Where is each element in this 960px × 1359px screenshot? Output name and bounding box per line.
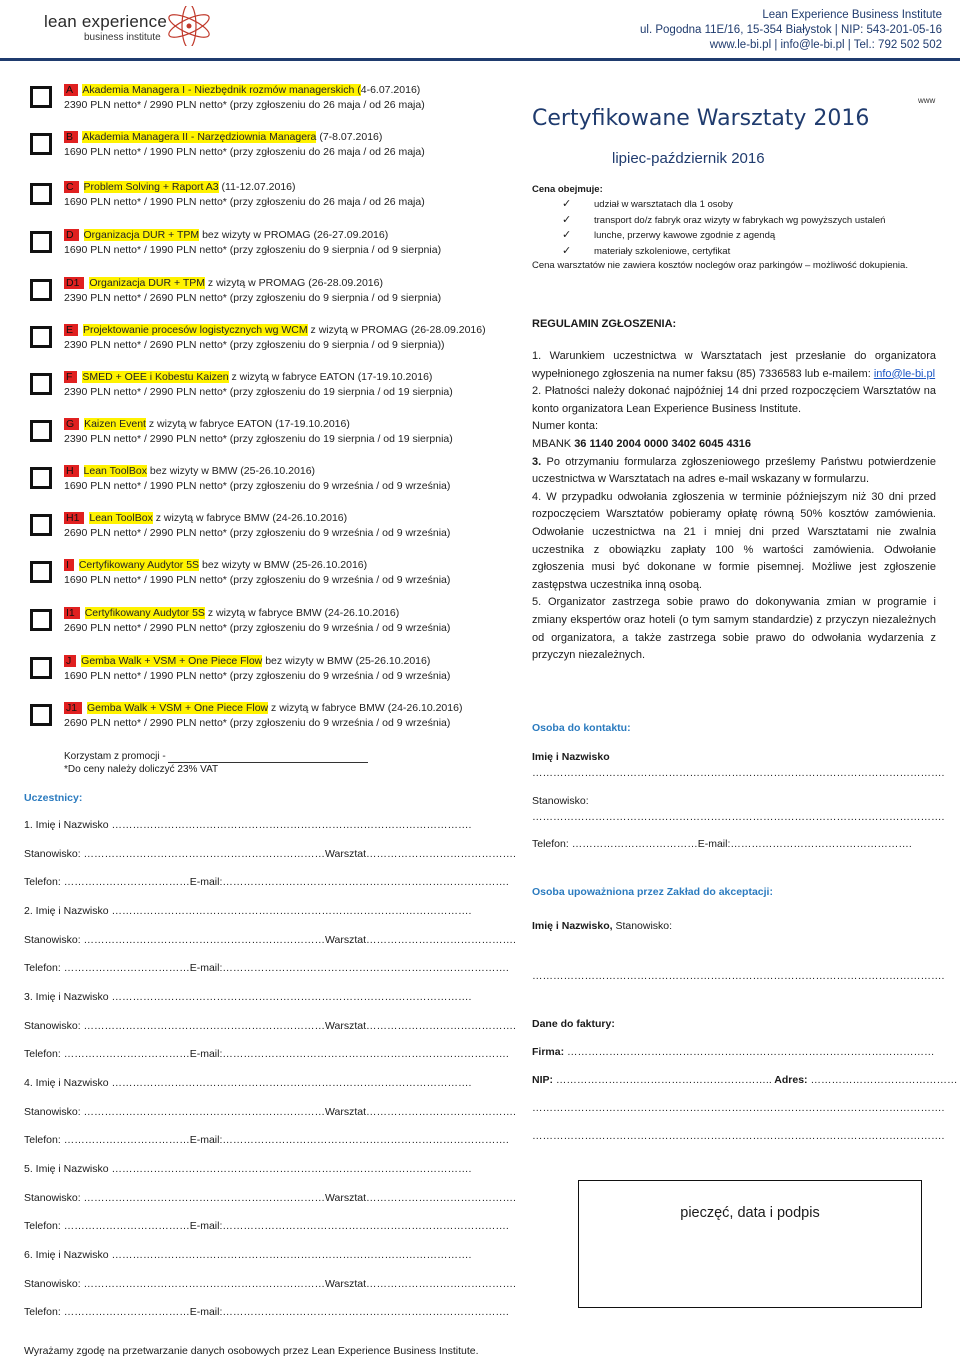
price-include-item: ✓ udział w warsztatach dla 1 osoby — [562, 198, 733, 210]
course-price: 2690 PLN netto* / 2990 PLN netto* (przy zgłoszeniu do 9 września / od 9 września) — [64, 527, 451, 539]
course-code: E — [64, 324, 78, 336]
course-item — [30, 181, 510, 221]
participant-name-field[interactable]: 6. Imię i Nazwisko …………………………………………………………………………………………. — [24, 1249, 472, 1261]
participant-position-field[interactable]: Stanowisko: ……………………………………………………………Warsztat……………………………………. — [24, 1191, 516, 1204]
participant-name-field[interactable]: 3. Imię i Nazwisko …………………………………………………………………………………………. — [24, 991, 472, 1003]
course-tail: z wizytą w fabryce BMW (24-26.10.2016) — [268, 702, 463, 714]
course-item — [30, 607, 510, 647]
contact-person-title: Osoba do kontaktu: — [532, 722, 631, 734]
course-checkbox[interactable] — [30, 231, 52, 253]
course-price: 2390 PLN netto* / 2690 PLN netto* (przy zgłoszeniu do 9 sierpnia / od 9 sierpnia) — [64, 292, 442, 304]
participant-position-field[interactable]: Stanowisko: ……………………………………………………………Warsztat……………………………………. — [24, 933, 516, 946]
participant-position-field[interactable]: Stanowisko: ……………………………………………………………Warsztat……………………………………. — [24, 847, 516, 860]
course-tail: z wizytą w fabryce BMW (24-26.10.2016) — [152, 512, 348, 524]
invoice-firm-field: Firma: …………………………………………………………………………………………… — [532, 1046, 935, 1058]
course-code: H1 — [64, 512, 84, 524]
price-include-item: ✓ materiały szkoleniowe, certyfikat — [562, 244, 731, 257]
participant-phone-field[interactable]: Telefon: ………………………………E-mail:………………………………………………………………………. — [24, 1048, 509, 1060]
participants-title: Uczestnicy: — [24, 792, 83, 804]
course-checkbox[interactable] — [30, 609, 52, 631]
course-item — [30, 418, 510, 458]
course-item — [30, 655, 510, 695]
course-checkbox[interactable] — [30, 86, 52, 108]
email-link[interactable]: info@le-bi.pl — [873, 367, 936, 380]
course-title: Gemba Walk + VSM + One Piece Flow — [81, 655, 263, 667]
account-label: Numer konta: — [532, 420, 599, 433]
course-title: Lean ToolBox — [89, 512, 153, 524]
course-checkbox[interactable] — [30, 326, 52, 348]
approver-field[interactable]: ………………………………………………………………………………………………………. — [532, 970, 945, 982]
participant-phone-field[interactable]: Telefon: ………………………………E-mail:………………………………………………………………………. — [24, 876, 509, 888]
course-tail: z wizytą w fabryce EATON (17-19.10.2016) — [145, 418, 350, 430]
participant-block — [24, 819, 516, 905]
participant-block — [24, 1163, 516, 1249]
logo-sub-text: business institute — [84, 32, 161, 43]
course-price: 2690 PLN netto* / 2990 PLN netto* (przy zgłoszeniu do 9 września / od 9 września) — [64, 717, 451, 729]
course-item — [30, 702, 510, 742]
course-checkbox[interactable] — [30, 183, 52, 205]
course-checkbox[interactable] — [30, 657, 52, 679]
course-title: Kaizen Event — [84, 418, 146, 430]
course-title: Certyfikowany Audytor 5S — [84, 607, 205, 619]
header-divider — [0, 58, 960, 61]
course-tail: bez wizyty w BMW (25-26.10.2016) — [199, 559, 368, 571]
course-code: I1 — [64, 607, 80, 619]
course-tail: z wizytą w PROMAG (26-28.09.2016) — [307, 324, 486, 336]
company-address: ul. Pogodna 11E/16, 15-354 Białystok | NIP: 543-201-05-16 — [640, 24, 942, 36]
participant-block — [24, 991, 516, 1077]
participant-phone-field[interactable]: Telefon: ………………………………E-mail:………………………………………………………………………. — [24, 962, 509, 974]
contact-name-field[interactable]: ………………………………………………………………………………………………………. — [532, 767, 945, 779]
course-title: SMED + OEE i Kobestu Kaizen — [82, 371, 229, 383]
course-tail: (7-8.07.2016) — [316, 131, 383, 143]
course-checkbox[interactable] — [30, 373, 52, 395]
checkmark-icon: ✓ — [562, 213, 572, 226]
course-code: J — [64, 655, 76, 667]
course-item — [30, 277, 510, 317]
course-price: 1690 PLN netto* / 1990 PLN netto* (przy zgłoszeniu do 9 września / od 9 września) — [64, 670, 451, 682]
course-price: 2390 PLN netto* / 2990 PLN netto* (przy zgłoszeniu do 26 maja / od 26 maja) — [64, 99, 425, 111]
promo-block — [64, 750, 368, 776]
regulations-text — [532, 348, 936, 665]
participant-name-field[interactable]: 1. Imię i Nazwisko …………………………………………………………………………………………. — [24, 819, 472, 831]
regulation-2: 2. Płatności należy dokonać najpóźniej 14 dni przed rozpoczęciem Warsztatów na konto organizatora Lean Experience Business Institute. — [532, 385, 936, 415]
data-consent-text: Wyrażamy zgodę na przetwarzanie danych osobowych przez Lean Experience Business Institute. — [24, 1345, 479, 1357]
course-item — [30, 512, 510, 552]
course-title: Certyfikowany Audytor 5S — [78, 559, 200, 571]
course-code: D — [64, 229, 79, 241]
participant-name-field[interactable]: 4. Imię i Nazwisko …………………………………………………………………………………………. — [24, 1077, 472, 1089]
course-item — [30, 559, 510, 599]
header-contact-block — [640, 8, 942, 53]
course-checkbox[interactable] — [30, 514, 52, 536]
participant-phone-field[interactable]: Telefon: ………………………………E-mail:………………………………………………………………………. — [24, 1134, 509, 1146]
course-code: B — [64, 131, 78, 143]
logo-main-text: lean experience — [44, 12, 168, 31]
promo-label: Korzystam z promocji - — [64, 751, 166, 762]
course-item — [30, 229, 510, 269]
course-code: F — [64, 371, 77, 383]
course-price: 1690 PLN netto* / 1990 PLN netto* (przy zgłoszeniu do 26 maja / od 26 maja) — [64, 146, 425, 158]
course-price: 1690 PLN netto* / 1990 PLN netto* (przy zgłoszeniu do 9 września / od 9 września) — [64, 480, 451, 492]
course-item — [30, 371, 510, 411]
course-title: Organizacja DUR + TPM — [83, 229, 200, 241]
contact-position-field[interactable]: ………………………………………………………………………………………………………. — [532, 811, 945, 823]
course-code: H — [64, 465, 79, 477]
price-includes — [532, 184, 942, 261]
course-title: Projektowanie procesów logistycznych wg WCM — [82, 324, 308, 336]
participant-name-field[interactable]: 5. Imię i Nazwisko …………………………………………………………………………………………. — [24, 1163, 472, 1175]
course-title: Organizacja DUR + TPM — [89, 277, 205, 289]
course-checkbox[interactable] — [30, 133, 52, 155]
regulation-3: 3. Po otrzymaniu formularza zgłoszeniowego prześlemy Państwu potwierdzenie uczestnictwa w Warsztatach na adres e-mail wskazany w formularzu. — [532, 455, 936, 486]
regulation-4: 4. W przypadku odwołania zgłoszenia w terminie późniejszym niż 30 dni przed rozpoczęciem Warsztatów pobieramy opłatę równą 50% kosztów zamówienia. Odwołanie uczestnictwa na 21 i mniej dni przed Warsztatami nie zwalnia uczestnika z obowiązku zapłaty 100 % wartości zamówienia. Odwołanie zgłoszenia musi być dokonane w formie pisemnej. Możliwe jest zgłoszenie zastępstwa uczestnika inną osobą. — [532, 490, 936, 591]
course-item — [30, 324, 510, 364]
course-tail: z wizytą w fabryce EATON (17-19.10.2016) — [228, 371, 433, 383]
participant-position-field[interactable]: Stanowisko: ……………………………………………………………Warsztat……………………………………. — [24, 1105, 516, 1118]
course-item — [30, 465, 510, 505]
participant-phone-field[interactable]: Telefon: ………………………………E-mail:………………………………………………………………………. — [24, 1220, 509, 1232]
contact-position-label: Stanowisko: — [532, 795, 589, 807]
company-contact: www.le-bi.pl | info@le-bi.pl | Tel.: 792 502 502 — [709, 39, 942, 51]
approver-title: Osoba upoważniona przez Zakład do akceptacji: — [532, 886, 773, 898]
company-logo — [44, 12, 184, 48]
course-price: 2690 PLN netto* / 2990 PLN netto* (przy zgłoszeniu do 9 września / od 9 września) — [64, 622, 451, 634]
course-code: J1 — [64, 702, 82, 714]
course-code: G — [64, 418, 79, 430]
certificate-subtitle: lipiec-październik 2016 — [612, 150, 765, 167]
course-title: Lean ToolBox — [83, 465, 147, 477]
course-price: 1690 PLN netto* / 1990 PLN netto* (przy zgłoszeniu do 26 maja / od 26 maja) — [64, 196, 425, 208]
course-tail: bez wizyty w BMW (25-26.10.2016) — [146, 465, 316, 477]
checkmark-icon: ✓ — [562, 198, 572, 210]
price-include-item: ✓ transport do/z fabryk oraz wizyty w fabrykach wg powyższych ustaleń — [562, 213, 886, 226]
course-tail: 4-6.07.2016) — [360, 84, 421, 96]
invoice-extra-field-1[interactable]: ………………………………………………………………………………………………………. — [532, 1102, 945, 1114]
course-title: Akademia Managera II - Narzędziownia Managera — [82, 131, 317, 143]
price-note: Cena warsztatów nie zawiera kosztów noclegów oraz parkingów – możliwość dokupienia. — [532, 260, 908, 271]
stamp-signature-box[interactable] — [578, 1180, 922, 1308]
course-price: 2390 PLN netto* / 2990 PLN netto* (przy zgłoszeniu do 19 sierpnia / od 19 sierpnia) — [64, 433, 453, 445]
checkmark-icon: ✓ — [562, 244, 572, 257]
participant-name-field[interactable]: 2. Imię i Nazwisko …………………………………………………………………………………………. — [24, 905, 472, 917]
regulation-5: 5. Organizator zastrzega sobie prawo do dokonywania zmian w programie i zmiany ekspertów oraz hoteli (o tym samym standardzie) z przyczyn niezależnych od organizatora, a także zastrzega sobie prawo do odwołania wydarzenia z przyczyn niezależnych. — [532, 596, 936, 662]
company-name: Lean Experience Business Institute — [762, 9, 942, 21]
course-checkbox[interactable] — [30, 467, 52, 489]
checkmark-icon: ✓ — [562, 229, 572, 241]
course-tail: z wizytą w fabryce BMW (24-26.10.2016) — [204, 607, 400, 619]
course-checkbox[interactable] — [30, 279, 52, 301]
invoice-title: Dane do faktury: — [532, 1018, 615, 1030]
contact-name-label: Imię i Nazwisko — [532, 751, 610, 763]
course-title: Problem Solving + Raport A3 — [83, 181, 219, 193]
participant-phone-field[interactable]: Telefon: ………………………………E-mail:………………………………………………………………………. — [24, 1306, 509, 1318]
course-code: C — [64, 181, 79, 193]
www-label: www — [918, 96, 936, 105]
regulations-title: REGULAMIN ZGŁOSZENIA: — [532, 318, 677, 330]
course-tail: (11-12.07.2016) — [218, 181, 296, 193]
invoice-nip-address-field: NIP: …………………………………………………….. Adres: …………………………………… — [532, 1074, 958, 1086]
account-number: MBANK 36 1140 2004 0000 3402 6045 4316 — [532, 437, 751, 450]
contact-phone-field[interactable]: Telefon: ………………………………E-mail:……………………………………………. — [532, 838, 912, 850]
price-include-item: ✓ lunche, przerwy kawowe zgodnie z agendą — [562, 229, 776, 241]
participant-block — [24, 1249, 516, 1335]
course-checkbox[interactable] — [30, 704, 52, 726]
course-price: 1690 PLN netto* / 1990 PLN netto* (przy zgłoszeniu do 9 września / od 9 września) — [64, 574, 451, 586]
course-code: A — [64, 84, 78, 96]
invoice-extra-field-2[interactable]: ………………………………………………………………………………………………………. — [532, 1130, 945, 1142]
participant-block — [24, 905, 516, 991]
course-checkbox[interactable] — [30, 420, 52, 442]
course-tail: bez wizyty w BMW (25-26.10.2016) — [262, 655, 431, 667]
approver-label: Imię i Nazwisko, Stanowisko: — [532, 920, 673, 932]
course-checkbox[interactable] — [30, 561, 52, 583]
certificate-title: Certyfikowane Warsztaty 2016 — [532, 106, 870, 131]
course-item — [30, 131, 510, 171]
course-tail: bez wizyty w PROMAG (26-27.09.2016) — [199, 229, 389, 241]
course-code: I — [64, 559, 74, 571]
stamp-label: pieczęć, data i podpis — [680, 1205, 820, 1221]
course-title: Akademia Managera I - Niezbędnik rozmów managerskich ( — [82, 84, 361, 96]
vat-note: *Do ceny należy doliczyć 23% VAT — [64, 764, 219, 775]
course-title: Gemba Walk + VSM + One Piece Flow — [87, 702, 269, 714]
regulation-1: 1. Warunkiem uczestnictwa w Warsztatach jest przesłanie do organizatora wypełnionego zgłoszenia na numer faksu (85) 7336583 lub e-mailem: info@le-bi.pl — [532, 350, 936, 380]
course-price: 1690 PLN netto* / 1990 PLN netto* (przy zgłoszeniu do 9 sierpnia / od 9 sierpnia) — [64, 244, 442, 256]
atom-icon — [162, 6, 216, 46]
course-price: 2390 PLN netto* / 2990 PLN netto* (przy zgłoszeniu do 19 sierpnia / od 19 sierpnia) — [64, 386, 453, 398]
participant-position-field[interactable]: Stanowisko: ……………………………………………………………Warsztat……………………………………. — [24, 1277, 516, 1290]
course-item — [30, 84, 510, 124]
course-price: 2390 PLN netto* / 2690 PLN netto* (przy zgłoszeniu do 9 sierpnia / od 9 sierpnia)) — [64, 339, 445, 351]
course-tail: z wizytą w PROMAG (26-28.09.2016) — [205, 277, 383, 289]
course-code: D1 — [64, 277, 84, 289]
participant-block — [24, 1077, 516, 1163]
participant-position-field[interactable]: Stanowisko: ……………………………………………………………Warsztat……………………………………. — [24, 1019, 516, 1032]
price-includes-label: Cena obejmuje: — [532, 184, 603, 195]
